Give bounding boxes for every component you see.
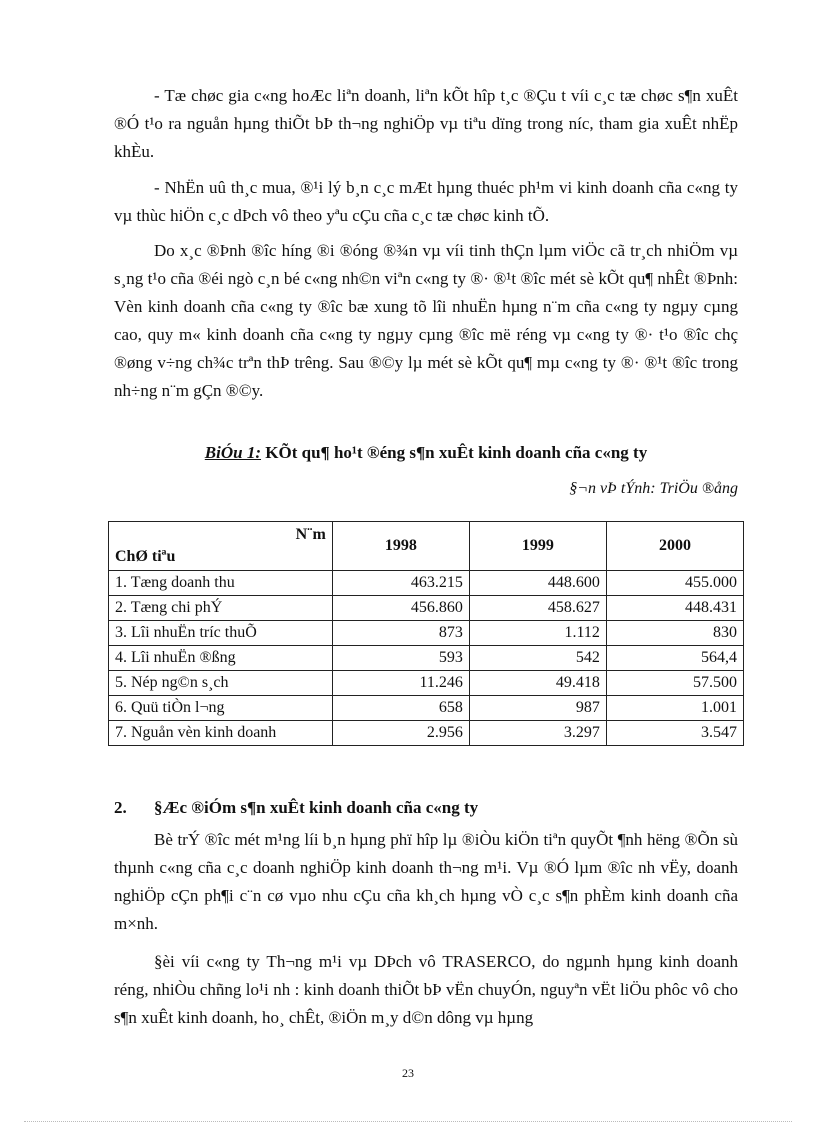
corner-year-label: N¨m [295, 526, 326, 543]
paragraph-traserco: §èi víi c«ng ty Th¬ng m¹i vµ DÞch vô TRASERCO, do ngµnh hµng kinh doanh réng, nhiÒu chñng lo¹i nh : kinh doanh thiÕt bÞ vËn chuyÓn, nguyªn vËt liÖu phôc vô cho s¶n xuÊt kinh doanh, ho¸ chÊt, ®iÖn m¸y d©n dông vµ hµng [114, 952, 738, 1027]
cell-value: 1.112 [469, 621, 606, 646]
cell-value: 456.860 [332, 596, 469, 621]
row-label: 7. Nguån vèn kinh doanh [109, 721, 333, 746]
section-number: 2. [114, 798, 127, 817]
cell-value: 11.246 [332, 671, 469, 696]
table-row [109, 621, 744, 646]
cell-value: 448.431 [606, 596, 743, 621]
cell-value: 57.500 [606, 671, 743, 696]
row-label: 5. Nép ng©n s¸ch [109, 671, 333, 696]
page-number: 23 [402, 1066, 414, 1080]
cell-value: 448.600 [469, 571, 606, 596]
section-title: §Æc ®iÓm s¶n xuÊt kinh doanh cña c«ng ty [154, 798, 479, 817]
table-row [109, 721, 744, 746]
row-label: 4. Lîi nhuËn ®ßng [109, 646, 333, 671]
year-header-2000: 2000 [606, 522, 743, 571]
cell-value: 564,4 [606, 646, 743, 671]
table-caption [114, 443, 738, 463]
year-header-1998: 1998 [332, 522, 469, 571]
table-header-row [109, 522, 744, 571]
paragraph-sales-network: Bè trÝ ®îc mét m¹ng líi b¸n hµng phï hîp lµ ®iÒu kiÖn tiªn quyÕt ¶nh hëng ®Õn sù thµnh c«ng cña c¸c doanh nghiÖp kinh doanh th¬ng m¹i. Vµ ®Ó lµm ®îc nh vËy, doanh nghiÖp cÇn ph¶i c¨n cø vµo nhu cÇu cña kh¸ch hµng vÒ c¸c s¶n phÈm kinh doanh cña m×nh. [114, 830, 738, 933]
cell-value: 458.627 [469, 596, 606, 621]
table-row [109, 671, 744, 696]
cell-value: 873 [332, 621, 469, 646]
table-caption-text: KÕt qu¶ ho¹t ®éng s¶n xuÊt kinh doanh cña c«ng ty [261, 443, 648, 462]
cell-value: 49.418 [469, 671, 606, 696]
table-corner-cell [109, 522, 333, 571]
cell-value: 455.000 [606, 571, 743, 596]
paragraph-agency: - NhËn uû th¸c mua, ®¹i lý b¸n c¸c mÆt hµng thuéc ph¹m vi kinh doanh cña c«ng ty vµ thùc hiÖn c¸c dÞch vô theo yªu cÇu cña c¸c tæ chøc kinh tÕ. [114, 178, 738, 225]
section-heading [114, 798, 478, 818]
results-table [108, 521, 744, 746]
row-label: 6. Quü tiÒn l¬ng [109, 696, 333, 721]
cell-value: 658 [332, 696, 469, 721]
row-label: 3. Lîi nhuËn tríc thuÕ [109, 621, 333, 646]
corner-indicator-label: ChØ tiªu [115, 548, 176, 565]
cell-value: 987 [469, 696, 606, 721]
table-row [109, 696, 744, 721]
cell-value: 1.001 [606, 696, 743, 721]
paragraph-cooperation: - Tæ chøc gia c«ng hoÆc liªn doanh, liªn kÕt hîp t¸c ®Çu t víi c¸c tæ chøc s¶n xuÊt ®Ó t¹o ra nguån hµng thiÕt bÞ th¬ng nghiÖp vµ tiªu dïng trong níc, tham gia xuÊt nhËp khÈu. [114, 86, 738, 161]
year-header-1999: 1999 [469, 522, 606, 571]
cell-value: 3.547 [606, 721, 743, 746]
cell-value: 593 [332, 646, 469, 671]
row-label: 2. Tæng chi phÝ [109, 596, 333, 621]
table-row [109, 646, 744, 671]
page-bottom-divider [24, 1121, 792, 1122]
unit-note: §¬n vÞ tÝnh: TriÖu ®ång [569, 480, 738, 497]
cell-value: 542 [469, 646, 606, 671]
cell-value: 3.297 [469, 721, 606, 746]
table-row [109, 596, 744, 621]
paragraph-results-intro: Do x¸c ®Þnh ®îc híng ®i ®óng ®¾n vµ víi tinh thÇn lµm viÖc cã tr¸ch nhiÖm vµ s¸ng t¹o cña ®éi ngò c¸n bé c«ng nh©n viªn c«ng ty ®· ®¹t ®îc mét sè kÕt qu¶ nhÊt ®Þnh: Vèn kinh doanh cña c«ng ty ®îc bæ xung tõ lîi nhuËn hµng n¨m cña c«ng ty ngµy cµng cao, quy m« kinh doanh cña c«ng ty ngµy cµng ®îc më réng vµ c«ng ty ®· t¹o ®îc chç ®øng v÷ng ch¾c trªn thÞ trêng. Sau ®©y lµ mét sè kÕt qu¶ mµ c«ng ty ®· ®¹t ®îc trong nh÷ng n¨m gÇn ®©y. [114, 241, 738, 400]
table-row [109, 571, 744, 596]
row-label: 1. Tæng doanh thu [109, 571, 333, 596]
table-caption-label: BiÓu 1: [204, 443, 262, 462]
cell-value: 830 [606, 621, 743, 646]
cell-value: 463.215 [332, 571, 469, 596]
cell-value: 2.956 [332, 721, 469, 746]
